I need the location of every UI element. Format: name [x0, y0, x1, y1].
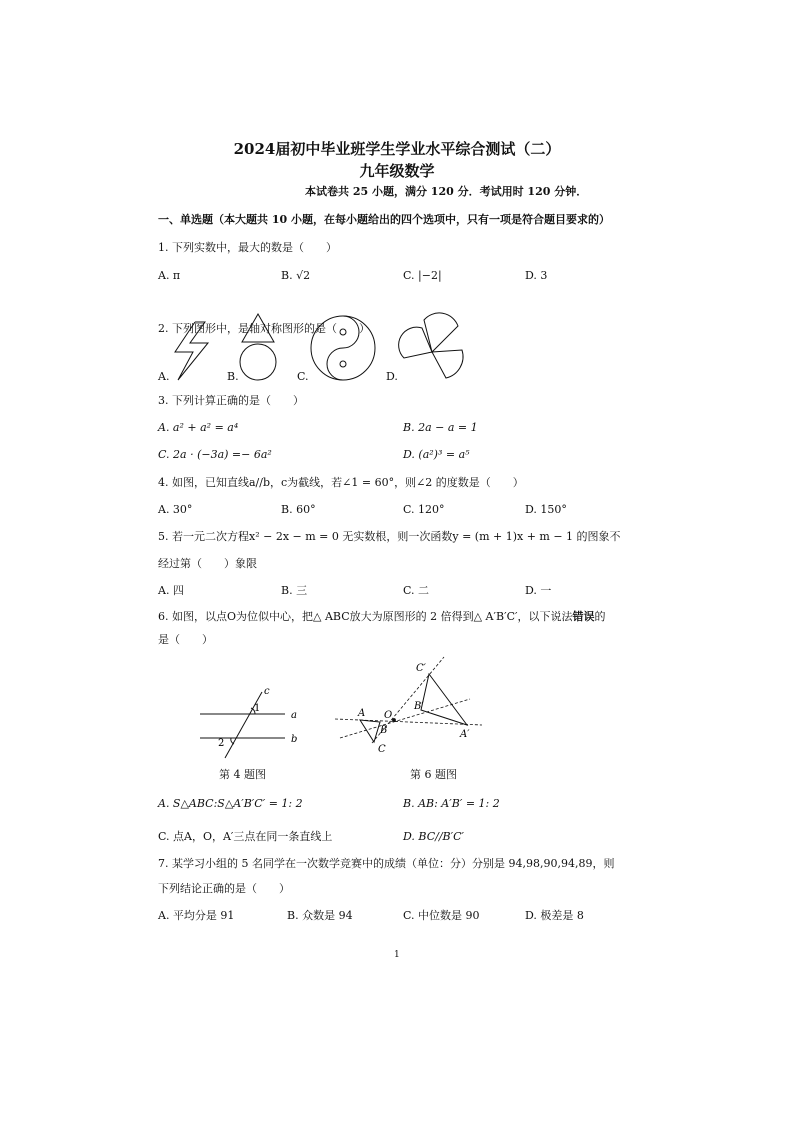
q5-stem-line1: 5. 若一元二次方程x² − 2x − m = 0 无实数根，则一次函数y = (m + 1)x + m − 1 的图象不: [158, 530, 621, 543]
yin-yang-curve: [327, 316, 359, 380]
fig6-label-O: O: [384, 710, 393, 721]
q1-stem: 1. 下列实数中，最大的数是（ ）: [158, 241, 337, 254]
q2-stem: 2. 下列图形中，是轴对称图形的是（ ）: [158, 322, 370, 335]
q1-option-c: C. |−2|: [403, 269, 442, 282]
fig4-line-c: [225, 692, 262, 758]
q2-option-c-label: C.: [297, 370, 309, 383]
fig6-label-B: B: [380, 725, 388, 736]
fig4-label-2: 2: [218, 738, 225, 749]
q7-stem-line1: 7. 某学习小组的 5 名同学在一次数学竞赛中的成绩（单位：分）分别是 94,98,90,94,89，则: [158, 857, 615, 870]
q6-stem-line1: [158, 610, 606, 624]
q7-option-b: B. 众数是 94: [287, 909, 353, 922]
q1-option-b: B. √2: [281, 269, 311, 282]
fig6-large-triangle: [421, 674, 467, 725]
fig6-label-B-prime: B′: [414, 701, 424, 712]
q4-option-d: D. 150°: [525, 503, 567, 516]
q2-option-b-label: B.: [227, 370, 239, 383]
q6-option-a: A. S△ABC:S△A′B′C′ = 1: 2: [158, 797, 303, 810]
q5-option-d: D. 一: [525, 584, 552, 597]
q3-option-d: D. (a²)³ = a⁵: [403, 448, 470, 461]
q7-option-d: D. 极差是 8: [525, 909, 584, 922]
q4-option-c: C. 120°: [403, 503, 445, 516]
fig6-dashed-line-2: [335, 719, 482, 725]
fig4-label-c: c: [264, 686, 270, 697]
q5-option-c: C. 二: [403, 584, 430, 597]
q7-option-a: A. 平均分是 91: [158, 909, 235, 922]
q6-stem-post: 的: [594, 610, 606, 623]
q3-option-b: B. 2a − a = 1: [403, 421, 478, 434]
q1-option-a: A. π: [158, 269, 181, 282]
lightning-shape: [175, 322, 208, 380]
fig6-label-A: A: [358, 708, 366, 719]
q4-option-a: A. 30°: [158, 503, 193, 516]
section-heading: 一、单选题（本大题共 10 小题，在每小题给出的四个选项中，只有一项是符合题目要求的）: [158, 213, 610, 226]
q2-option-d-label: D.: [386, 370, 398, 383]
fig6-label-A-prime: A′: [460, 729, 470, 740]
fig6-label-C: C: [378, 744, 386, 755]
fig4-label-b: b: [291, 734, 298, 745]
fig6-small-triangle: [360, 720, 380, 742]
q2-option-a-label: A.: [158, 370, 170, 383]
yin-yang-dot-top: [340, 329, 346, 335]
circle-shape: [240, 344, 276, 380]
q6-stem-pre: 6. 如图，以点O为位似中心，把△ ABC放大为原图形的 2 倍得到△ A′B′C′，以下说法: [158, 610, 573, 623]
fan-shape: [399, 313, 463, 378]
q4-option-b: B. 60°: [281, 503, 316, 516]
fig4-label-1: 1: [254, 703, 261, 714]
q3-stem: 3. 下列计算正确的是（ ）: [158, 394, 304, 407]
fig6-caption: 第 6 题图: [410, 768, 457, 781]
exam-title: 2024届初中毕业班学生学业水平综合测试（二）: [233, 140, 561, 158]
q5-option-a: A. 四: [158, 584, 184, 597]
q7-stem-line2: 下列结论正确的是（ ）: [158, 882, 290, 895]
page-number: 1: [394, 950, 400, 960]
q6-stem-line2: 是（ ）: [158, 633, 213, 646]
triangle-shape: [242, 314, 274, 342]
fig6-center-point: [393, 719, 396, 722]
q3-option-c: C. 2a · (−3a) =− 6a²: [158, 448, 272, 461]
q1-option-d: D. 3: [525, 269, 548, 282]
fig4-caption: 第 4 题图: [219, 768, 266, 781]
q5-stem-line2: 经过第（ ）象限: [158, 557, 257, 570]
figures-4-6: [0, 640, 794, 760]
q4-stem: 4. 如图，已知直线a//b，c为截线，若∠1 = 60°，则∠2 的度数是（ ）: [158, 476, 524, 489]
q6-stem-keyword: 错误: [572, 610, 595, 623]
q7-option-c: C. 中位数是 90: [403, 909, 480, 922]
fig4-label-a: a: [291, 710, 297, 721]
fig6-label-C-prime: C′: [416, 663, 426, 674]
exam-subtitle: 九年级数学: [359, 162, 435, 180]
q6-option-d: D. BC//B′C′: [403, 830, 465, 843]
fig4-diagram: [200, 692, 285, 758]
exam-info: 本试卷共 25 小题，满分 120 分．考试用时 120 分钟．: [305, 185, 588, 198]
q5-option-b: B. 三: [281, 584, 308, 597]
q3-option-a: A. a² + a² = a⁴: [158, 421, 239, 434]
yin-yang-dot-bottom: [340, 361, 346, 367]
q2-figures: [0, 0, 794, 400]
q6-option-c: C. 点A，O，A′三点在同一条直线上: [158, 830, 333, 843]
q6-option-b: B. AB: A′B′ = 1: 2: [403, 797, 500, 810]
